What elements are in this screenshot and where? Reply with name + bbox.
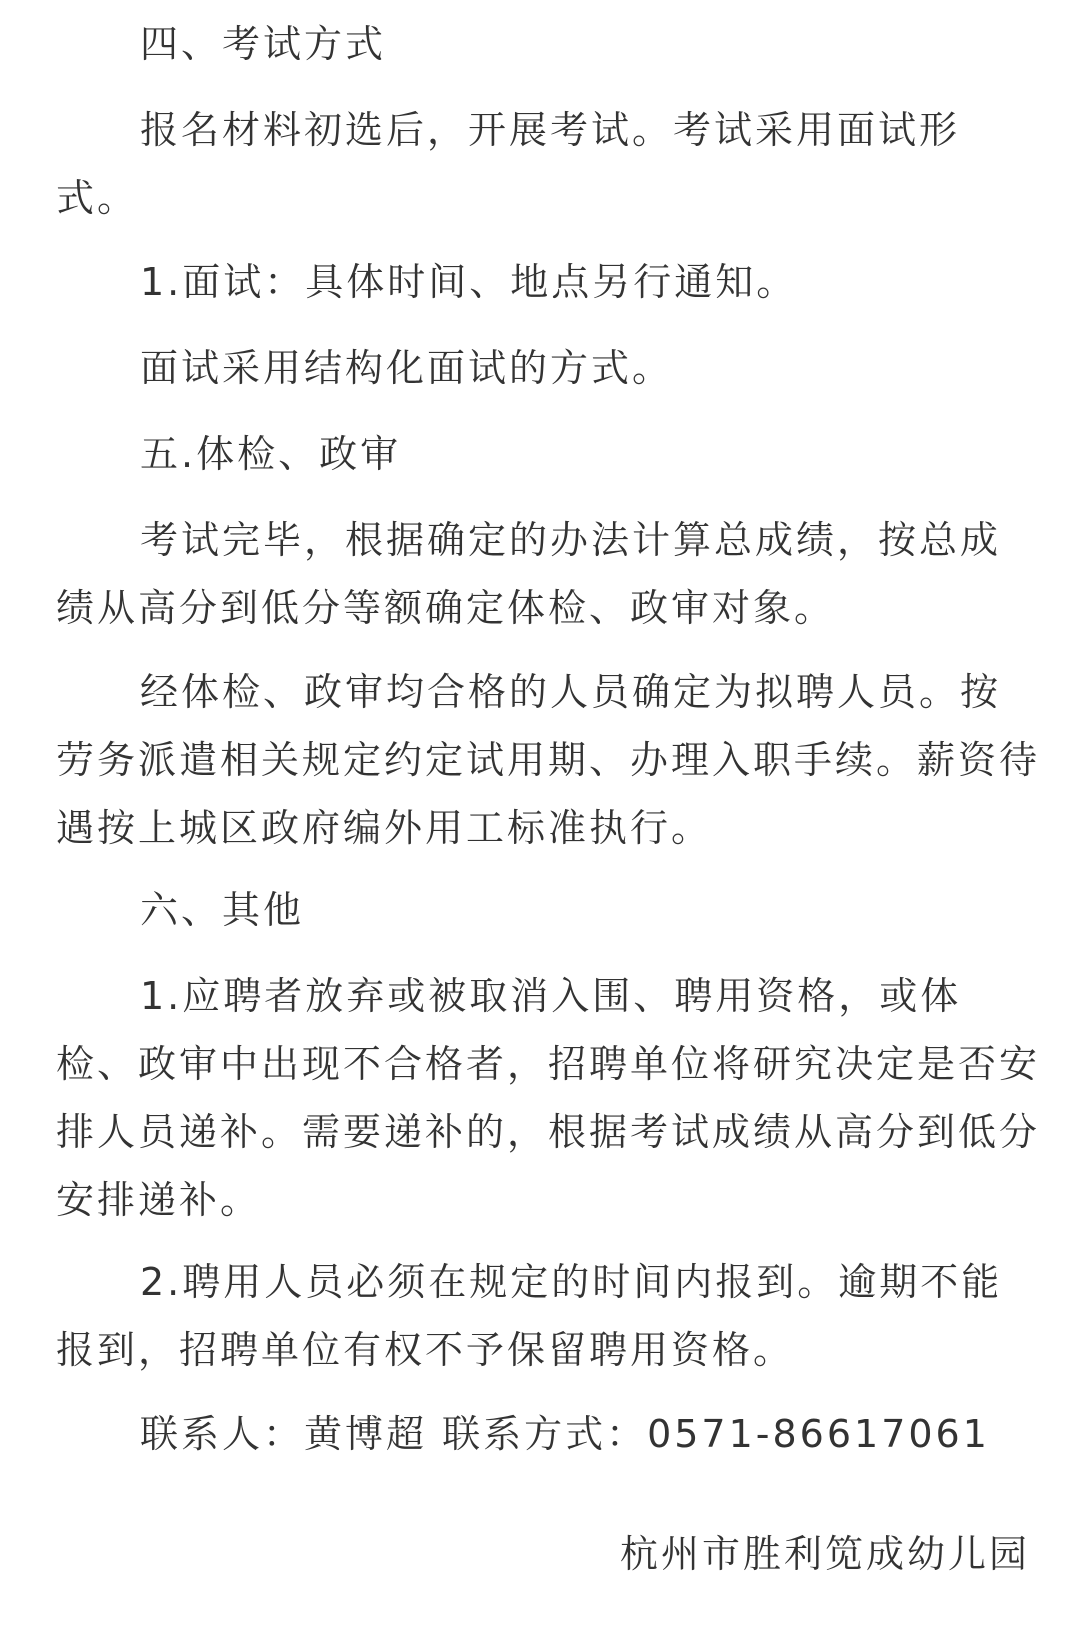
heading-text: 五.体检、政审: [140, 432, 402, 476]
paragraph-line: 报名材料初选后，开展考试。考试采用面试形: [140, 108, 961, 152]
paragraph-line: 1.面试：具体时间、地点另行通知。: [140, 260, 798, 304]
paragraph-line: 排人员递补。需要递补的，根据考试成绩从高分到低分: [56, 1110, 1041, 1154]
paragraph-line: 安排递补。: [56, 1178, 262, 1222]
paragraph-line: 面试采用结构化面试的方式。: [140, 346, 674, 390]
paragraph-line: 遇按上城区政府编外用工标准执行。: [56, 806, 713, 850]
paragraph-line: 经体检、政审均合格的人员确定为拟聘人员。按: [140, 670, 1002, 714]
paragraph-line: 考试完毕，根据确定的办法计算总成绩，按总成: [140, 518, 1002, 562]
paragraph-line: 式。: [56, 176, 139, 220]
paragraph-line: 2.聘用人员必须在规定的时间内报到。逾期不能: [140, 1260, 1003, 1304]
contact-info: [56, 1400, 1030, 1468]
section-heading-exam-method: [56, 10, 1030, 78]
paragraph-interview-format: [56, 334, 1030, 402]
paragraph-score-ranking: [56, 506, 1030, 642]
heading-text: 六、其他: [140, 888, 305, 932]
paragraph-report-deadline: [56, 1248, 1030, 1384]
section-heading-medical-check: [56, 420, 1030, 488]
paragraph-interview-notice: [56, 248, 1030, 316]
section-heading-other: [56, 876, 1030, 944]
paragraph-replacement-rule: [56, 962, 1041, 1234]
paragraph-line: 1.应聘者放弃或被取消入围、聘用资格，或体: [140, 974, 962, 1018]
paragraph-line: 绩从高分到低分等额确定体检、政审对象。: [56, 586, 836, 630]
paragraph-line: 检、政审中出现不合格者，招聘单位将研究决定是否安: [56, 1042, 1041, 1086]
paragraph-line: 劳务派遣相关规定约定试用期、办理入职手续。薪资待: [56, 738, 1041, 782]
heading-text: 四、考试方式: [140, 22, 387, 66]
contact-text: 联系人：黄博超 联系方式：0571-86617061: [140, 1412, 990, 1456]
article-body: [56, 0, 1041, 1646]
paragraph-hiring-terms: [56, 658, 1041, 862]
paragraph-line: 报到，招聘单位有权不予保留聘用资格。: [56, 1328, 795, 1372]
paragraph-exam-intro: [56, 96, 1030, 232]
signature-organization: 杭州市胜利笕成幼儿园: [619, 1532, 1030, 1576]
